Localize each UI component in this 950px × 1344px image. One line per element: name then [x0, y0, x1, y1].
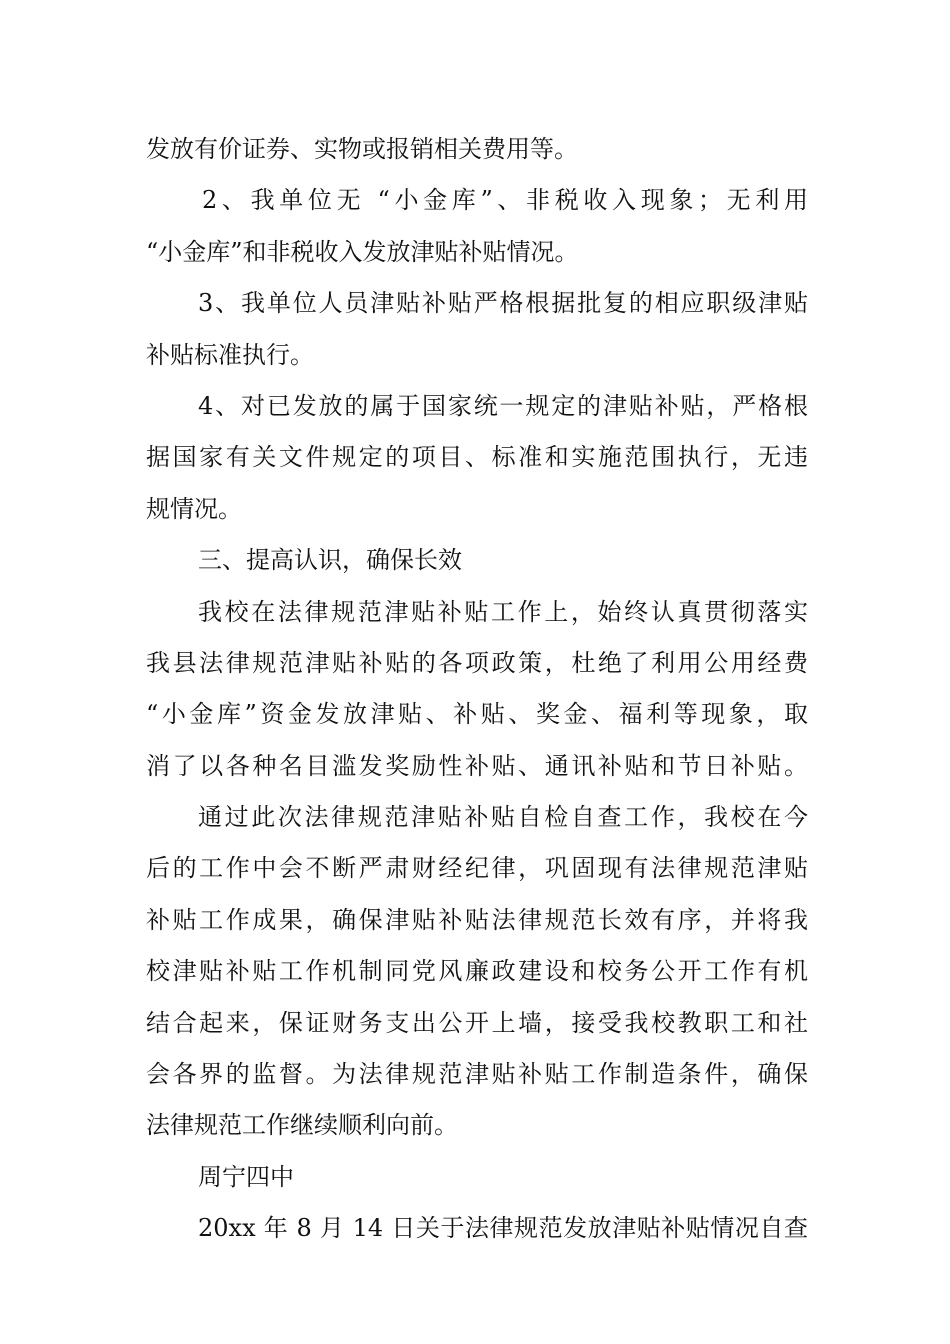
text-line: 结合起来，保证财务支出公开上墙，接受我校教职工和社 — [146, 1008, 808, 1037]
text-line: 法律规范工作继续顺利向前。 — [146, 1111, 458, 1140]
text-line: 校津贴补贴工作机制同党风廉政建设和校务公开工作有机 — [146, 957, 808, 986]
signature-org: 周宁四中 — [198, 1162, 294, 1191]
section-heading: 三、提高认识，确保长效 — [198, 546, 462, 575]
text-line: 我县法律规范津贴补贴的各项政策，杜绝了利用公用经费 — [146, 648, 808, 677]
text-line: “小金库”和非税收入发放津贴补贴情况。 — [146, 237, 579, 266]
text-line: 补贴标准执行。 — [146, 340, 314, 369]
text-line: 2、我单位无 “小金库”、非税收入现象；无利用 — [202, 186, 808, 215]
text-line: 发放有价证券、实物或报销相关费用等。 — [146, 135, 578, 163]
text-line: 会各界的监督。为法律规范津贴补贴工作制造条件，确保 — [146, 1060, 808, 1089]
text-line: 消了以各种名目滥发奖励性补贴、通讯补贴和节日补贴。 — [146, 751, 808, 780]
text-line: 3、我单位人员津贴补贴严格根据批复的相应职级津贴 — [198, 289, 808, 318]
text-line: 规情况。 — [146, 494, 242, 523]
text-line: 通过此次法律规范津贴补贴自检自查工作，我校在今 — [198, 803, 808, 832]
document-body — [146, 124, 808, 1255]
date-title-line: 20xx 年 8 月 14 日关于法律规范发放津贴补贴情况自查 — [198, 1214, 808, 1243]
text-line: 补贴工作成果，确保津贴补贴法律规范长效有序，并将我 — [146, 905, 808, 934]
text-line: 4、对已发放的属于国家统一规定的津贴补贴，严格根 — [198, 391, 808, 420]
text-line: 后的工作中会不断严肃财经纪律，巩固现有法律规范津贴 — [146, 854, 808, 883]
text-line: “小金库”资金发放津贴、补贴、奖金、福利等现象，取 — [146, 700, 808, 729]
text-line: 据国家有关文件规定的项目、标准和实施范围执行，无违 — [146, 443, 808, 472]
text-line: 我校在法律规范津贴补贴工作上，始终认真贯彻落实 — [198, 597, 808, 626]
